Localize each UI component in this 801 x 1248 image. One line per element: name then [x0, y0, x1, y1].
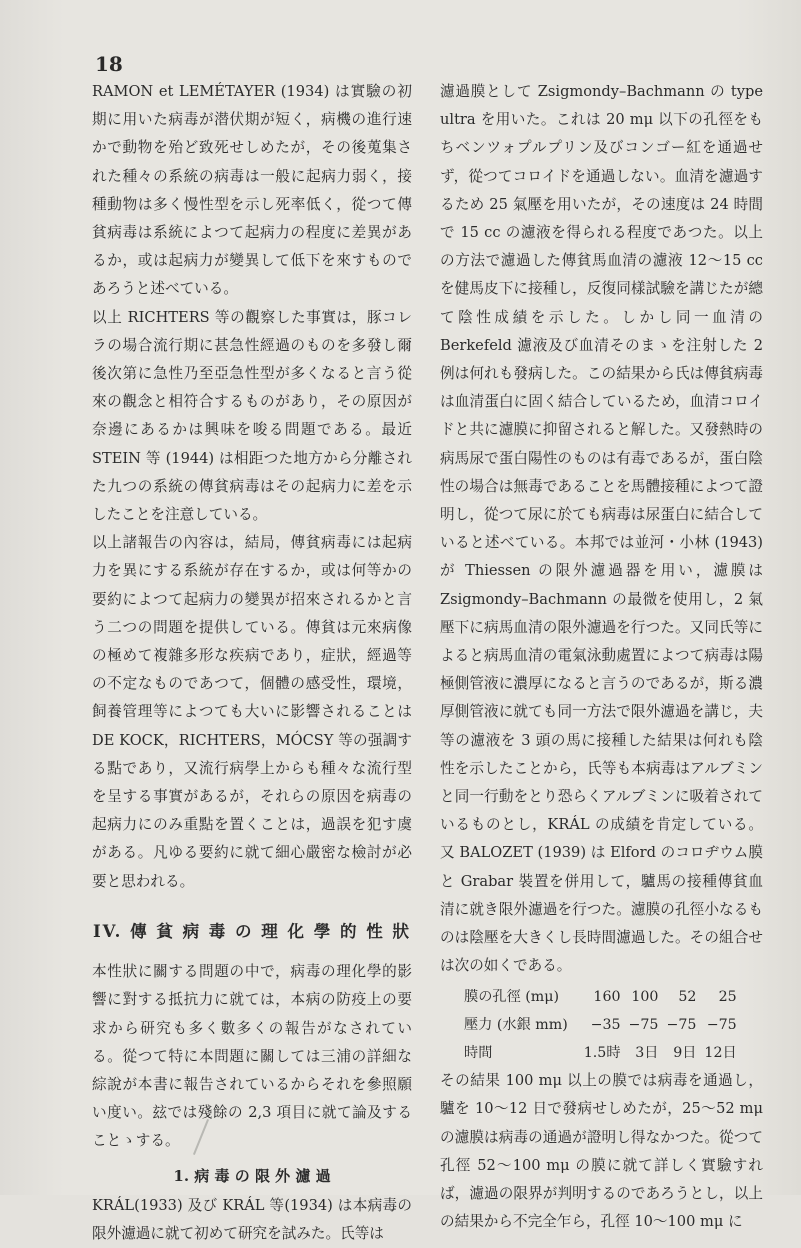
row-label: 膜の孔徑 (mμ): [464, 988, 560, 1005]
paragraph: 濾過膜として Zsigmondy–Bachmann の type ultra を用いた。これは 20 mμ 以下の孔徑をもちベンツォプルプリン及びコンゴー紅を通過せず，從つてコロイドを通過しない。血清を濾過するため 25 氣壓を用いたが，その速度は 24 時間で 15 cc の濾液を得られる程度であつた。以上の方法で濾過した傳貧馬血清の濾液 12〜15 cc を健馬皮下に接種し，反復同樣試驗を講じたが總て陰性成績を示した。しかし同一血清の Berkefeld 濾液及び血清そのまゝを注射した 2 例は何れも發病した。この結果から氏は傳貧病毒は血清蛋白に固く結合しているため，血清コロイドと共に濾膜に抑留されると解した。又發熱時の病馬尿で蛋白陽性のものは有毒であるが，蛋白陰性の場合は無毒であることを馬體接種によつて證明し，從つて尿に於ても病毒は尿蛋白に結合していると述べている。本邦では並河・小林 (1943) が Thiessen の限外濾過器を用い，濾膜は Zsigmondy–Bachmann の最微を使用し，2 氣壓下に病馬血清の限外濾過を行つた。又同氏等によると病馬血清の電氣泳動處置によつて病毒は陽極側管液に濃厚になると言うのであるが，斯る濃厚側管液に就ても同一方法で限外濾過を講じ，夫等の濾液を 3 頭の馬に接種した結果は何れも陰性を示したことから，氏等も本病毒はアルブミンと同一行動をとり恐らくアルブミンに吸着されているものとし，KRÁL の成績を肯定している。又 BALOZET (1939) は Elford のコロヂウム膜と Grabar 裝置を併用して，驢馬の接種傳貧血清に就き限外濾過を行つた。濾膜の孔徑小なるものは陰壓を大きくし長時間濾過した。その組合せは次の如くである。: [440, 83, 763, 975]
table-cell: 3日: [635, 1044, 659, 1061]
row-label: 時間: [464, 1044, 493, 1061]
table-cell: 100: [631, 988, 659, 1005]
table-row: [460, 983, 741, 1011]
paragraph: その結果 100 mμ 以上の膜では病毒を通過し，驢を 10〜12 日で發病せしめたが，25〜52 mμ の濾膜は病毒の通過が證明し得なかつた。從つて孔徑 52〜100 mμ の膜に就て詳しく實驗すれば，濾過の限界が判明するのであろうとし，以上の結果から不完全乍ら，孔徑 10〜100 mμ に: [440, 1072, 763, 1231]
table-cell: 1.5時: [583, 1044, 621, 1061]
table-cell: 12日: [704, 1044, 737, 1061]
table-cell: −75: [706, 1016, 737, 1033]
table-cell: −75: [628, 1016, 659, 1033]
table-cell: 160: [593, 988, 621, 1005]
table-cell: −75: [666, 1016, 697, 1033]
paragraph: 以上 RICHTERS 等の觀察した事實は，豚コレラの場合流行期に甚急性經過のものを多發し爾後次第に急性乃至亞急性型が多くなると言う從來の觀念と相符合するものがあり，その原因が奈邊にあるかは興味を唆る問題である。最近 STEIN 等 (1944) は相距つた地方から分離された九つの系統の傳貧病毒はその起病力に差を示したことを注意している。: [92, 308, 412, 524]
paragraph: 以上諸報告の內容は，結局，傳貧病毒には起病力を異にする系統が存在するか，或は何等かの要約によつて起病力の變異が招來されるかと言う二つの問題を提供している。傳貧は元來病像の極めて複雜多形な疾病であり，症狀，經過等の不定なものであつて，個體の感受性，環境，飼養管理等によつても大いに影響されることは DE KOCK，RICHTERS，MÓCSY 等の强調する點であり，又流行病學上からも種々な流行型を呈する事實があるが，それらの原因を病毒の起病力にのみ重點を置くことは，過誤を犯す虞がある。凡ゆる要約に就て細心嚴密な檢討が必要と思われる。: [92, 534, 412, 890]
section-heading: IV. 傳 貧 病 毒 の 理 化 學 的 性 狀: [92, 921, 412, 941]
table-row: [460, 1011, 741, 1039]
table-cell: 25: [718, 988, 737, 1005]
paragraph: 本性狀に關する問題の中で，病毒の理化學的影響に對する抵抗力に就ては，本病の防疫上の要求から研究も多く數多くの報告がなされている。從つて特に本問題に關しては三浦の詳細な綜說が本書に報告されているからそれを參照願い度い。玆では殘餘の 2,3 項目に就て論及することゝする。: [92, 963, 412, 1150]
table-cell: 9日: [673, 1044, 697, 1061]
left-column: [92, 78, 412, 1248]
table-cell: 52: [678, 988, 697, 1005]
right-column: [440, 78, 763, 1236]
paragraph: KRÁL(1933) 及び KRÁL 等(1934) は本病毒の限外濾過に就て初めて研究を試みた。氏等は: [92, 1196, 412, 1242]
table-cell: −35: [590, 1016, 621, 1033]
row-label: 壓力 (水銀 mm): [464, 1016, 568, 1033]
table-row: [460, 1039, 741, 1067]
subsection-heading: 1. 病 毒 の 限 外 濾 過: [173, 1166, 331, 1185]
page-number: 18: [95, 52, 123, 76]
filter-table: [460, 983, 741, 1068]
paragraph: RAMON et LEMÉTAYER (1934) は實驗の初期に用いた病毒が潜伏期が短く，病機の進行速かで動物を殆ど致死せしめたが，その後蒐集された種々の系統の病毒は一般に起病力弱く，接種動物は多く慢性型を示し死率低く，從つて傳貧病毒は系統によつて起病力の程度に差異があるか，或は起病力が變異して低下を來すものであろうと述べている。: [92, 83, 412, 298]
